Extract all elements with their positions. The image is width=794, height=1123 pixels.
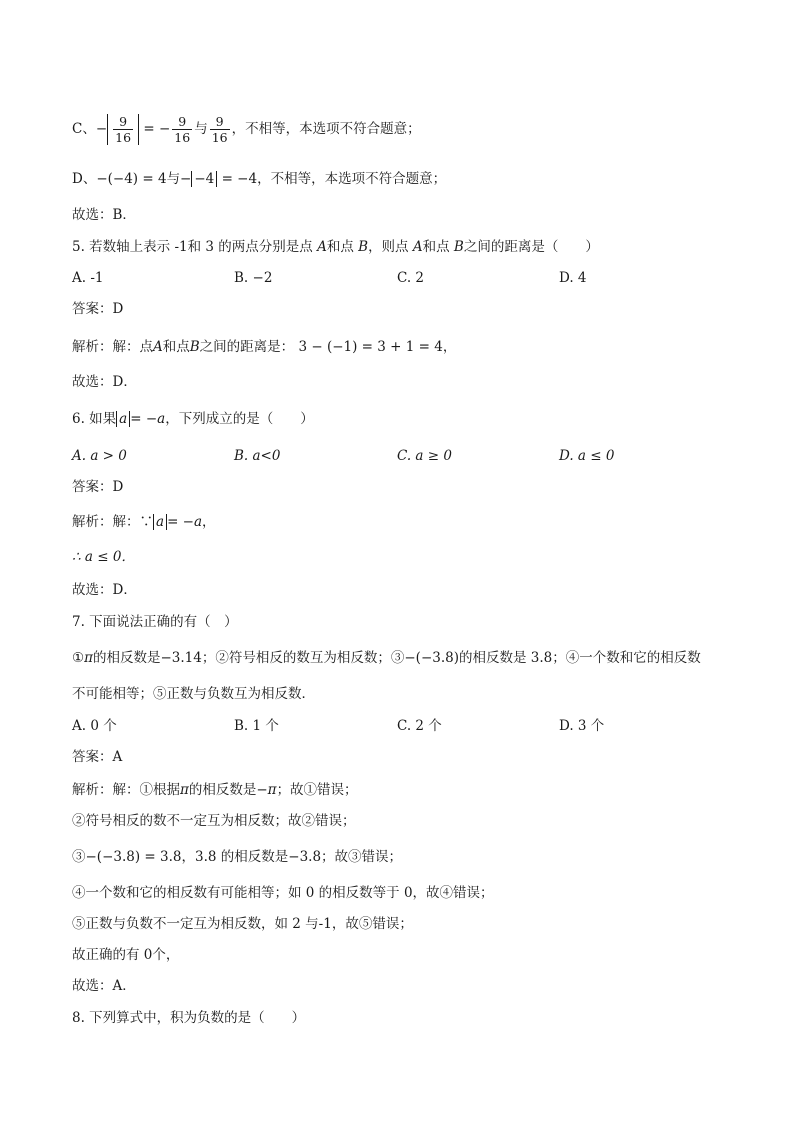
numerator: 9 (210, 114, 230, 130)
q7-option-b: B. 1 个 (234, 718, 279, 734)
q7-sol-text: 解析：解：①根据 (72, 782, 180, 798)
q6-option-a: A. a > 0 (72, 448, 127, 464)
q7-statements-line1 (72, 648, 701, 668)
q6-option-d: D. a ≤ 0 (559, 448, 615, 464)
q5-sol-text: 解析：解：点 (72, 339, 153, 355)
q5-sol-point-a: A (153, 339, 163, 355)
q7-text: ；②符号相反的数互为相反数；③ (201, 650, 405, 666)
q7-option-d: D. 3 个 (559, 718, 605, 734)
q5-point-b: B (453, 239, 464, 255)
q7-text: 的相反数是 (92, 650, 161, 666)
q6-sol-text: ， (202, 514, 216, 530)
q5-option-a: A. -1 (72, 270, 104, 286)
numerator: 9 (172, 114, 192, 130)
q5-sol-text: 和点 (162, 339, 190, 355)
question-5 (72, 237, 599, 257)
d-prefix: D、− (72, 171, 108, 187)
q5-point-a: A (317, 239, 327, 255)
q5-text: ，则点 (368, 239, 409, 255)
q6-option-b: B. a<0 (234, 448, 281, 464)
d-math1: (−4) = 4 (107, 171, 167, 187)
abs-value: −4 (191, 171, 217, 187)
q7-sol-text: ；故①错误； (276, 782, 358, 798)
q7-solution-5: ⑤正数与负数不一定互为相反数，如 2 与-1，故⑤错误； (72, 916, 413, 932)
q6-sol-abs: a (153, 514, 167, 530)
option-c-analysis (72, 114, 421, 145)
q7-text: ① (72, 650, 85, 666)
q5-option-b: B. −2 (234, 270, 273, 286)
option-d-analysis (72, 169, 446, 189)
pi-symbol: π (84, 650, 93, 666)
q7-solution-1 (72, 780, 358, 800)
choose-b: 故选：B． (72, 207, 136, 223)
fraction (113, 114, 133, 145)
c-suffix: ，不相等，本选项不符合题意； (231, 121, 421, 137)
q7-sol-math: −3.8 (288, 849, 322, 865)
q7-option-c: C. 2 个 (397, 718, 442, 734)
question-8: 8. 下列算式中，积为负数的是（ ） (72, 1010, 306, 1026)
fraction (172, 114, 192, 145)
q5-text: 5. 若数轴上表示 -1和 3 的两点分别是点 (72, 239, 313, 255)
denominator: 16 (115, 130, 132, 145)
denominator: 16 (174, 130, 191, 145)
q6-option-c: C. a ≥ 0 (397, 448, 452, 464)
q7-solution-3 (72, 847, 402, 867)
q7-sol-math: −π (256, 782, 277, 798)
question-6 (72, 409, 314, 429)
q5-option-d: D. 4 (559, 270, 587, 286)
q7-math: −(−3.8) (404, 650, 459, 666)
q7-solution-2: ②符号相反的数不一定互为相反数；故②错误； (72, 813, 356, 829)
d-suffix: ，不相等，本选项不符合题意； (257, 171, 447, 187)
pi-symbol: π (180, 782, 189, 798)
q7-sol-math: −(−3.8) = 3.8 (85, 849, 182, 865)
abs-fraction (107, 114, 139, 145)
q5-sol-text: ， (442, 339, 457, 355)
q7-math: −3.14 (160, 650, 202, 666)
c-equals: = − (143, 121, 171, 137)
q6-abs: a (116, 411, 130, 427)
q5-point-b: B (358, 239, 369, 255)
q6-text: ，下列成立的是（ ） (165, 411, 314, 427)
q7-solution-6: 故正确的有 0个， (72, 947, 180, 963)
q6-text: 6. 如果 (72, 411, 117, 427)
q7-sol-text: 的相反数是 (188, 782, 257, 798)
denominator: 16 (211, 130, 228, 145)
d-mid: 与− (166, 171, 192, 187)
q7-solution-4: ④一个数和它的相反数有可能相等；如 0 的相反数等于 0，故④错误； (72, 885, 494, 901)
q6-choose: 故选：D． (72, 582, 137, 598)
q5-text: 之间的距离是（ ） (463, 239, 599, 255)
q6-solution (72, 512, 216, 532)
q5-choose: 故选：D． (72, 374, 137, 390)
d-math2: = −4 (221, 171, 258, 187)
q5-sol-text: 之间的距离是： (199, 339, 295, 355)
q7-sol-text: ，3.8 的相反数是 (181, 849, 289, 865)
q6-math: = −a (130, 411, 166, 427)
q6-sol-math: = −a (167, 514, 203, 530)
q7-answer: 答案：A (72, 749, 123, 765)
fraction (210, 114, 230, 145)
q5-solution (72, 337, 456, 357)
c-prefix: C、− (72, 121, 108, 137)
q7-sol-text: ；故③错误； (321, 849, 403, 865)
q7-text: 的相反数是 3.8；④一个数和它的相反数 (459, 650, 701, 666)
q7-choose: 故选：A． (72, 978, 136, 994)
q5-sol-point-b: B (189, 339, 200, 355)
q5-answer: 答案：D (72, 301, 124, 317)
q7-option-a: A. 0 个 (72, 718, 117, 734)
numerator: 9 (113, 114, 133, 130)
q5-point-a: A (412, 239, 423, 255)
q5-option-c: C. 2 (397, 270, 425, 286)
q6-answer: 答案：D (72, 479, 124, 495)
q6-therefore: ∴ a ≤ 0． (72, 549, 135, 565)
q5-text: 和点 (422, 239, 450, 255)
q7-statements-line2: 不可能相等；⑤正数与负数互为相反数． (72, 686, 315, 702)
q5-text: 和点 (326, 239, 354, 255)
question-7: 7. 下面说法正确的有（ ） (72, 614, 238, 630)
c-mid: 与 (194, 121, 208, 137)
q6-sol-text: 解析：解：∵ (72, 514, 153, 530)
q7-sol-text: ③ (72, 849, 86, 865)
q5-sol-math: 3 − (−1) = 3 + 1 = 4 (298, 339, 443, 355)
